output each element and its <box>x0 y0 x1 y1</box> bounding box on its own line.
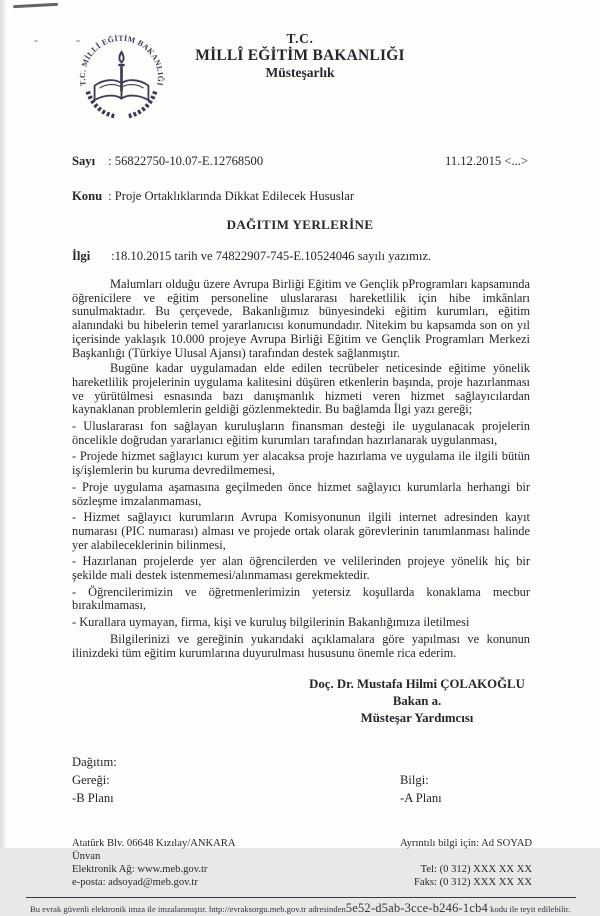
letterhead <box>0 0 600 130</box>
ministry-seal-logo <box>73 28 170 128</box>
distribution-section <box>72 753 528 807</box>
footer-contact-block <box>72 837 532 889</box>
signature-block <box>272 676 562 727</box>
body-bullet-item: - Öğrencilerimizin ve öğretmenlerimizin yetersiz koşullarda konaklama mecbur bırakılmaması, <box>72 584 530 613</box>
open-book-icon <box>95 80 149 100</box>
header-department: Müsteşarlık <box>265 65 335 80</box>
header-tc: T.C. <box>286 31 314 46</box>
body-paragraph: Malumları olduğu üzere Avrupa Birliği Eğitim ve Gençlik pProgramları kapsamında öğrenicilere ve eğitim personeline uluslararası hareketlilik için hibe imkânları sunulmaktadır. Bu çerçevede, Bakanlığımız bünyesindeki eğitim kurumları, eğitim alanındaki bu hibelerin temel yararlanıcısı konumundadır. Nitekim bu kapsamda son on yıl içerisinde yaklaşık 10.000 projeye Avrupa Birliği Eğitim ve Gençlik Programları Merkezi Başkanlığı (Türkiye Ulusal Ajansı) tarafından destek sağlanmıştır. <box>72 277 530 360</box>
e-signature-verification <box>30 901 572 916</box>
reference-row <box>72 249 528 264</box>
logo-ring-text: T.C. MİLLİ EĞİTİM BAKANLIĞI <box>77 33 166 87</box>
konu-value: : Proje Ortaklıklarında Dikkat Edilecek Hususlar <box>108 189 355 203</box>
subject-row <box>72 189 528 204</box>
footer-address: Atatürk Blv. 06648 Kızılay/ANKARA <box>72 838 236 850</box>
verification-code: 5e52-d5ab-3cce-b246-1cb4 <box>345 901 488 916</box>
footer-email: e-posta: adsoyad@meb.gov.tr <box>72 877 198 889</box>
verification-suffix: kodu ile teyit edilebilir. <box>488 904 571 915</box>
body-closing-paragraph: Bilgilerinizi ve gereğinin yukarıdaki açıklamalara göre yapılması ve konunun ilinizdeki tüm eğitim kurumlarına duyurulması hususunu önemle rica ederim. <box>72 631 530 660</box>
document-number-row <box>72 154 528 169</box>
body-bullet-item: - Uluslararası fon sağlayan kuruluşların finansman desteği ile uygulanacak projelerin öncelikle doğrudan yararlanıcı eğitim kurumları tarafından hazırlanarak uygulanması, <box>72 419 530 447</box>
sayi-value: : 56822750-10.07-E.12768500 <box>108 154 264 168</box>
body-bullet-item: - Hizmet sağlayıcı kurumların Avrupa Komisyonunun ilgili internet adresinden kayıt numarası (PIC numarası) alması ve projede ortak olarak görevlerinin tanımlanması halinde yer alabileceklerinin bilinmesi, <box>72 510 530 552</box>
bilgi-label: Bilgi: <box>400 773 429 788</box>
body-bullet-item: - Projede hizmet sağlayıcı kurum yer alacaksa proje hazırlama ve uygulama ile ilgili bütün iş/işlemlerin bu kuruma devredilmemesi, <box>72 449 530 478</box>
distribution-heading: DAĞITIM YERLERİNE <box>226 217 374 232</box>
footer-website: Elektronik Ağ: www.meb.gov.tr <box>72 864 208 876</box>
footer-fax: Faks: (0 312) XXX XX XX <box>414 877 532 889</box>
footer-unit: Ünvan <box>72 851 101 863</box>
ilgi-label: İlgi <box>72 249 91 263</box>
bilgi-item: -A Planı <box>400 791 442 806</box>
ilgi-value: :18.10.2015 tarih ve 74822907-745-E.10524046 sayılı yazımız. <box>111 249 432 263</box>
document-date: 11.12.2015 <...> <box>444 154 528 168</box>
verification-prefix: Bu evrak güvenli elektronik imza ile imzalanmıştır. http://evraksorgu.meb.gov.tr adresinden <box>30 904 346 915</box>
body-paragraph: Bugüne kadar uygulamadan elde edilen tecrübeler neticesinde eğitime yönelik hareketlilik projelerinin uygulama kalitesini düşüren etkenlerin başında, proje hazırlanması ve yürütülmesi esnasında bazı danışmanlık hizmeti veren hizmet sağlayıcılardan kaynaklanan problemlerin geldiği gözlenmektedir. Bu bağlamda İlgi yazı gereği; <box>72 361 530 417</box>
sayi-label: Sayı <box>72 154 96 168</box>
geregi-item: -B Planı <box>72 791 114 806</box>
body-bullet-item: - Kurallara uymayan, firma, kişi ve kuruluş bilgilerinin Bakanlığımıza iletilmesi <box>72 615 470 630</box>
body-bullet-item: - Hazırlanan projelerde yer alan öğrencilerden ve velilerinden projeye yönelik hiç bir şekilde mali destek istenmemesi/alınmaması gerekmektedir. <box>72 554 530 583</box>
footer-divider <box>26 897 576 898</box>
signature-title-2: Müsteşar Yardımcısı <box>360 711 474 726</box>
konu-label: Konu <box>72 189 103 203</box>
letter-body <box>72 278 530 660</box>
signature-name: Doç. Dr. Mustafa Hilmi ÇOLAKOĞLU <box>309 677 525 692</box>
dagitim-label: Dağıtım: <box>72 755 117 770</box>
header-ministry-name: MİLLÎ EĞİTİM BAKANLIĞI <box>195 47 405 64</box>
footer-phone: Tel: (0 312) XXX XX XX <box>420 864 532 876</box>
geregi-label: Gereği: <box>72 773 110 788</box>
signature-title-1: Bakan a. <box>392 694 442 709</box>
body-bullet-item: - Proje uygulama aşamasına geçilmeden önce hizmet sağlayıcı kurumlarla herhangi bir sözleşme imzalanmaması, <box>72 479 530 508</box>
footer-info-contact: Ayrıntılı bilgi için: Ad SOYAD <box>399 838 532 850</box>
